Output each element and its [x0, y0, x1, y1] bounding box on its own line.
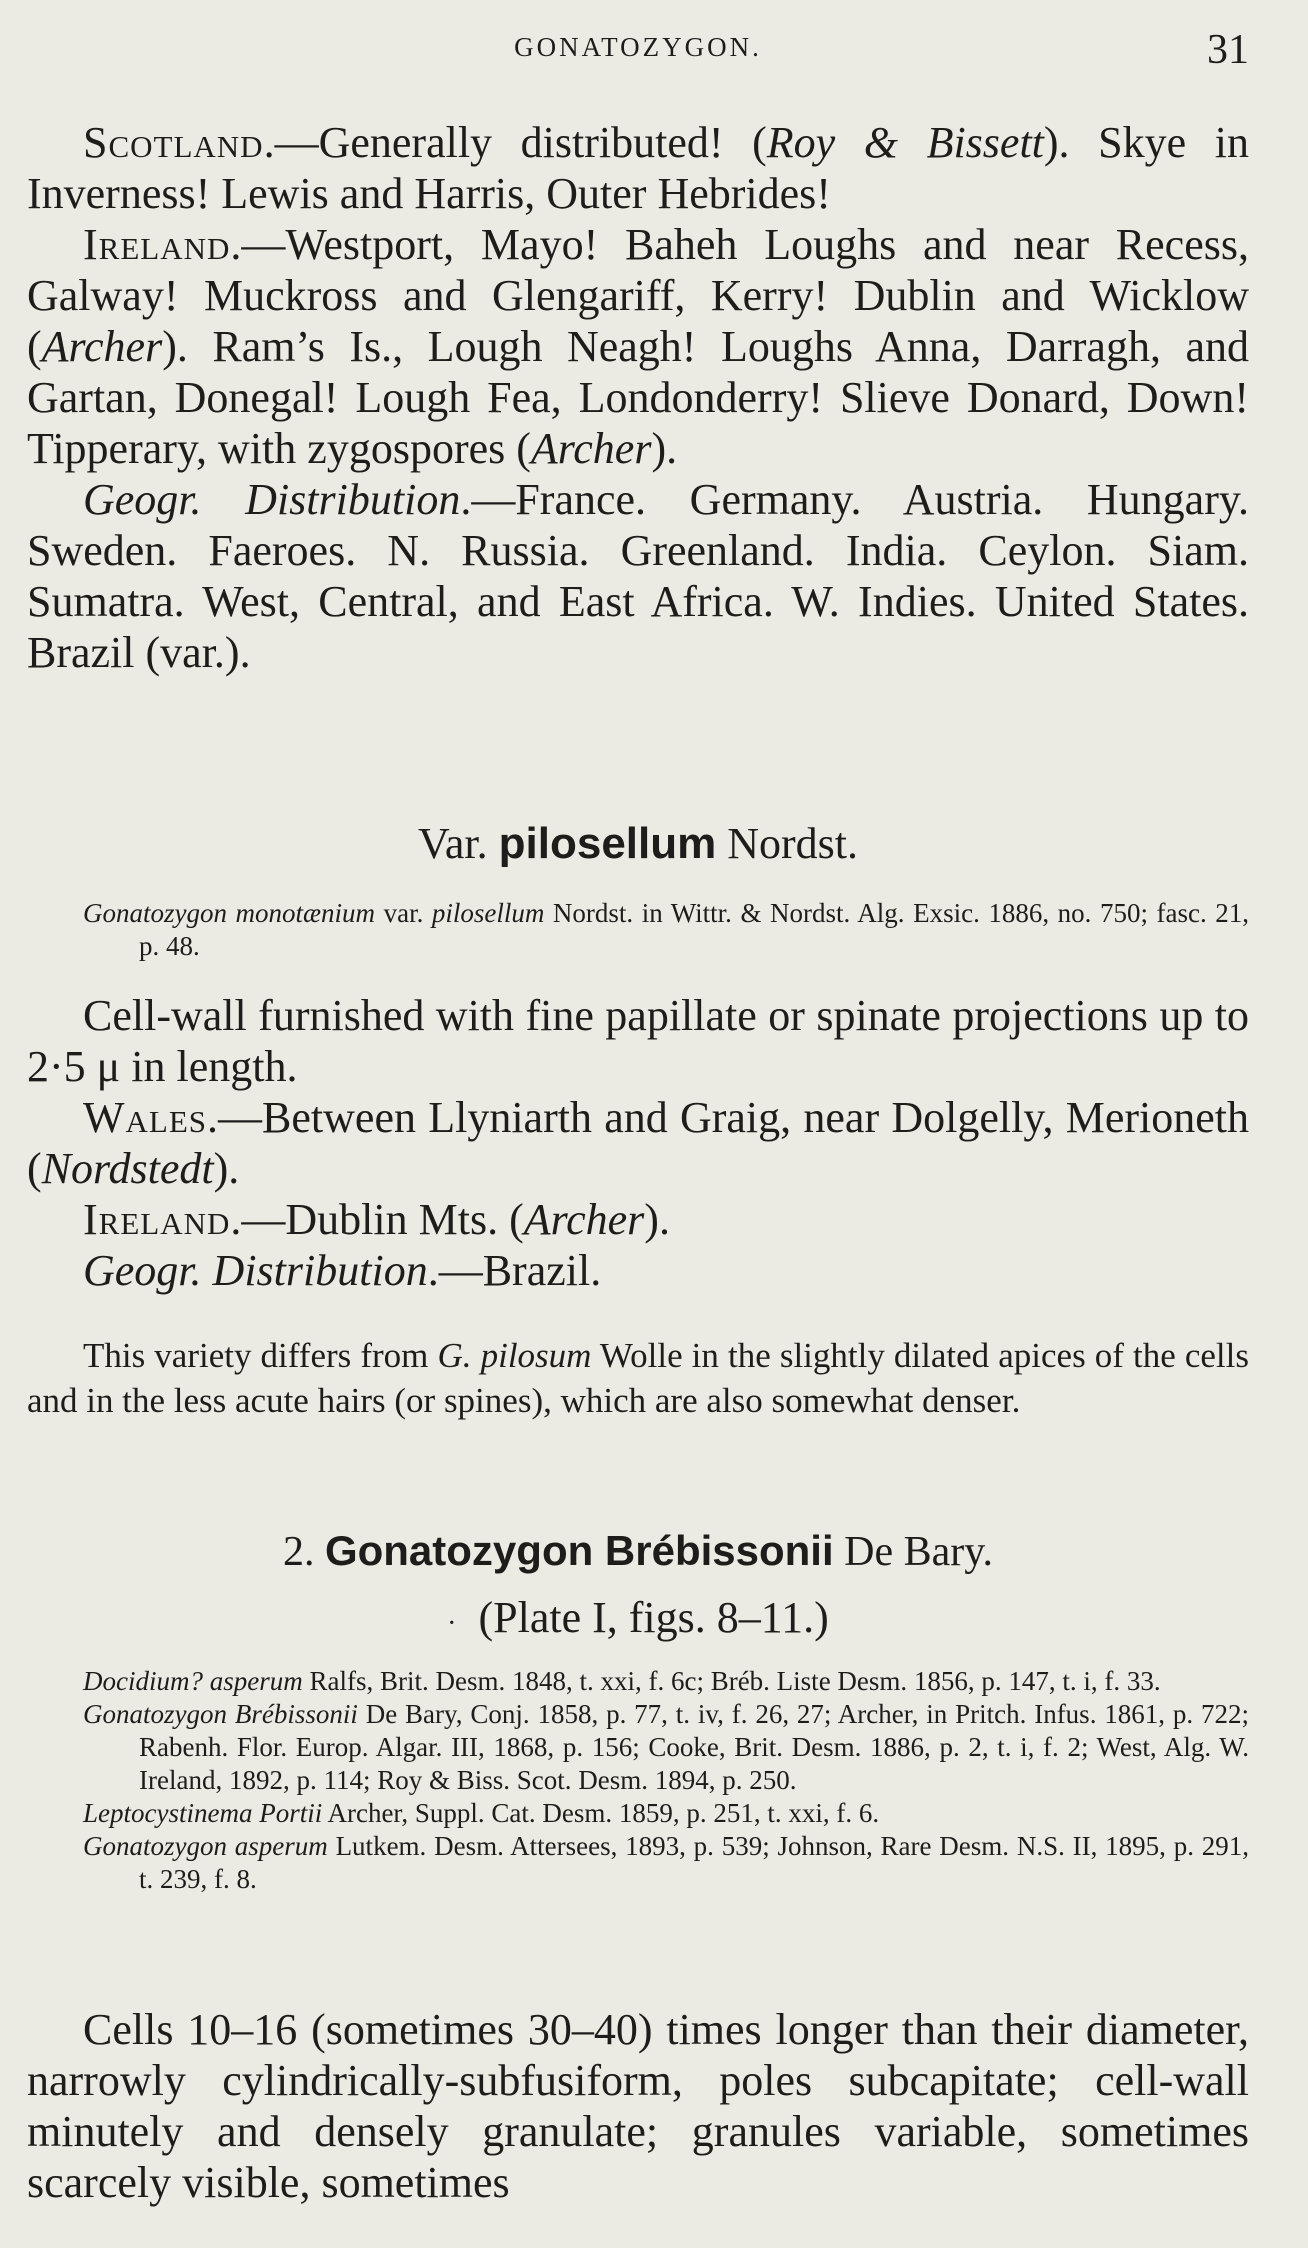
- synonym-docidium: Docidium? asperum Ralfs, Brit. Desm. 1848, t. xxi, f. 6c; Bréb. Liste Desm. 1856, p. 147, t. i, f. 33.: [83, 1666, 1161, 1696]
- scotland-label: Scotland: [83, 118, 264, 167]
- species-heading: 2. Gonatozygon Brébissonii De Bary.: [282, 1527, 994, 1575]
- variety-synonymy: Gonatozygon monotænium var. pilosellum Nordst. in Wittr. & Nordst. Alg. Exsic. 1886, no. 750; fasc. 21, p. 48.: [83, 898, 1249, 961]
- plate-reference: · (Plate I, figs. 8–11.): [447, 1593, 829, 1642]
- variety-note: This variety differs from G. pilosum Wolle in the slightly dilated apices of the cells and in the less acute hairs (or spines), which are also somewhat denser.: [27, 1336, 1249, 1420]
- synonym-gonatozygon-brebissonii: Gonatozygon Brébissonii De Bary, Conj. 1858, p. 77, t. iv, f. 26, 27; Archer, in Pritch. Infus. 1861, p. 722; Rabenh. Flor. Europ. Algar. III, 1868, p. 156; Cooke, Brit. Desm. 1886, p. 2, t. i, f. 2; West, Alg. W. Ireland, 1892, p. 114; Roy & Biss. Scot. Desm. 1894, p. 250.: [83, 1699, 1249, 1795]
- ireland-label: Ireland: [83, 220, 231, 269]
- species-name: Gonatozygon Brébissonii: [324, 1527, 834, 1574]
- species-synonymy: [27, 1665, 1249, 1896]
- variety-description: [27, 990, 1249, 1296]
- synonym-gonatozygon-asperum: Gonatozygon asperum Lutkem. Desm. Attersees, 1893, p. 539; Johnson, Rare Desm. N.S. II, 1895, p. 291, t. 239, f. 8.: [83, 1831, 1249, 1894]
- wales-paragraph: Wales.—Between Llyniarth and Graig, near Dolgelly, Merioneth (Nordstedt).: [27, 1093, 1249, 1193]
- geogr-label: Geogr. Distribution: [83, 475, 461, 524]
- ireland-paragraph: Ireland.—Westport, Mayo! Baheh Loughs and near Recess, Galway! Muckross and Glengariff, Kerry! Dublin and Wicklow (Archer). Ram’s Is., Lough Neagh! Loughs Anna, Darragh, and Gartan, Donegal! Lough Fea, Londonderry! Slieve Donard, Down! Tipperary, with zygospores (Archer).: [27, 220, 1249, 473]
- running-title: GONATOZYGON.: [514, 32, 762, 62]
- variety-heading: Var. pilosellum Nordst.: [417, 819, 859, 868]
- species-description: Cells 10–16 (sometimes 30–40) times longer than their diameter, narrowly cylindrically-subfusiform, poles subcapitate; cell-wall minutely and densely granulate; granules variable, sometimes scarcely visible, sometimes: [27, 2005, 1249, 2207]
- variety-ireland-paragraph: Ireland.—Dublin Mts. (Archer).: [83, 1195, 670, 1244]
- scotland-paragraph: Scotland.—Generally distributed! (Roy & Bissett). Skye in Inverness! Lewis and Harris, Outer Hebrides!: [27, 118, 1249, 218]
- variety-geogr-paragraph: Geogr. Distribution.—Brazil.: [83, 1246, 602, 1295]
- geogr-distribution-paragraph: Geogr. Distribution.—France. Germany. Austria. Hungary. Sweden. Faeroes. N. Russia. Greenland. India. Ceylon. Siam. Sumatra. West, Central, and East Africa. W. Indies. United States. Brazil (var.).: [27, 475, 1249, 677]
- page-number: 31: [1207, 27, 1249, 73]
- variety-name: pilosellum: [498, 819, 717, 868]
- running-head: [27, 27, 1249, 73]
- synonym-leptocystinema: Leptocystinema Portii Archer, Suppl. Cat. Desm. 1859, p. 251, t. xxi, f. 6.: [83, 1798, 880, 1828]
- distribution-block: [27, 117, 1249, 678]
- variety-desc-paragraph: Cell-wall furnished with fine papillate or spinate projections up to 2·5 μ in length.: [27, 991, 1249, 1091]
